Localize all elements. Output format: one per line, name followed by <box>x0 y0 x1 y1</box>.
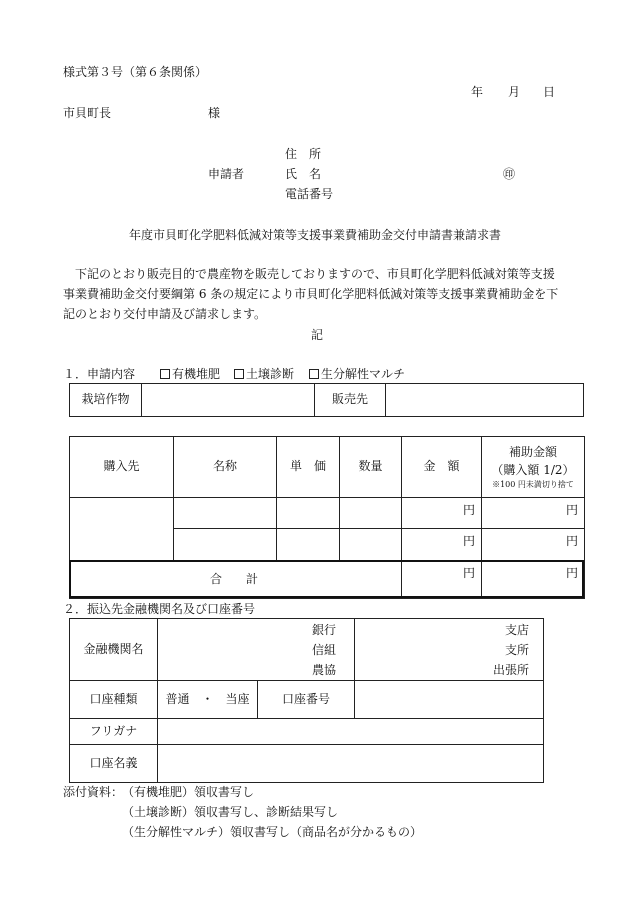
body-line-3: 記のとおり交付申請及び請求します。 <box>63 307 267 321</box>
date-month-label: 月 <box>508 85 521 99</box>
unit-price-cell[interactable] <box>277 498 340 529</box>
bank-row <box>70 619 544 681</box>
branch-type-branch: 支店 <box>505 622 530 637</box>
furigana-input[interactable] <box>158 719 544 745</box>
phone-label: 電話番号 <box>285 187 334 201</box>
option-soil-diagnosis[interactable] <box>234 368 294 380</box>
branch-cell[interactable] <box>355 619 544 681</box>
total-amount-cell[interactable]: 円 <box>402 561 482 599</box>
subsidy-cell[interactable]: 円 <box>482 529 585 561</box>
option-organic-compost[interactable] <box>160 368 220 380</box>
bank-type-bank: 銀行 <box>312 622 337 637</box>
sales-label: 販売先 <box>315 384 386 417</box>
date-day-label: 日 <box>543 85 556 99</box>
form-number: 様式第３号（第６条関係） <box>63 65 208 79</box>
document-title: 年度市貝町化学肥料低減対策等支援事業費補助金交付申請書兼請求書 <box>128 228 501 242</box>
header-quantity: 数量 <box>340 437 402 498</box>
branch-type-sub-branch: 支所 <box>505 642 530 657</box>
attachment-item: （生分解性マルチ）領収書写し（商品名が分かるもの） <box>122 825 423 839</box>
account-type-row <box>70 681 544 719</box>
address-label: 住 所 <box>285 147 322 161</box>
account-type-value[interactable]: 普通 ・ 当座 <box>158 681 258 719</box>
furigana-row <box>70 719 544 745</box>
ki-label: 記 <box>311 328 324 342</box>
account-type-label: 口座種類 <box>70 681 158 719</box>
option-label: 有機堆肥 <box>172 367 221 381</box>
body-line-1: 下記のとおり販売目的で農産物を販売しておりますので、市貝町化学肥料低減対策等支援 <box>75 267 555 281</box>
quantity-cell[interactable] <box>340 529 402 561</box>
vendor-cell[interactable] <box>70 498 174 561</box>
name-label: 氏 名 <box>285 167 322 181</box>
total-subsidy-cell[interactable]: 円 <box>482 561 585 599</box>
account-name-row <box>70 745 544 783</box>
sales-input[interactable] <box>386 384 584 417</box>
total-row <box>70 561 585 599</box>
quantity-cell[interactable] <box>340 498 402 529</box>
branch-type-agency: 出張所 <box>493 662 530 677</box>
bank-table <box>69 618 544 783</box>
header-unit-price: 単 価 <box>277 437 340 498</box>
attachment-item: （土壌診断）領収書写し、診断結果写し <box>122 805 339 819</box>
honorific: 様 <box>208 106 221 120</box>
bank-label: 金融機関名 <box>70 619 158 681</box>
header-subsidy <box>482 437 585 498</box>
crop-table <box>69 383 584 417</box>
section1-label: １．申請内容 <box>63 367 136 381</box>
subsidy-ratio: （購入額 1/2） <box>491 463 575 477</box>
recipient-name: 市貝町長 <box>63 106 112 120</box>
seal-mark: ㊞ <box>503 167 516 181</box>
attachments-label: 添付資料： <box>63 785 124 799</box>
crop-label: 栽培作物 <box>70 384 142 417</box>
applicant-label: 申請者 <box>208 167 245 181</box>
subsidy-cell[interactable]: 円 <box>482 498 585 529</box>
item-name-cell[interactable] <box>174 529 277 561</box>
purchase-table <box>69 436 585 599</box>
attachment-item: （有機堆肥）領収書写し <box>122 785 255 799</box>
total-label: 合 計 <box>70 561 402 599</box>
table-row <box>70 498 585 529</box>
unit-price-cell[interactable] <box>277 529 340 561</box>
bank-type-credit-union: 信組 <box>312 642 337 657</box>
body-line-2: 事業費補助金交付要綱第 6 条の規定により市貝町化学肥料低減対策等支援事業費補助金を下 <box>63 287 559 301</box>
bank-type-agricultural-coop: 農協 <box>312 662 337 677</box>
crop-input[interactable] <box>142 384 315 417</box>
account-number-input[interactable] <box>355 681 544 719</box>
amount-cell[interactable]: 円 <box>402 498 482 529</box>
header-item-name: 名称 <box>174 437 277 498</box>
header-amount: 金 額 <box>402 437 482 498</box>
bank-name-cell[interactable] <box>158 619 355 681</box>
furigana-label: フリガナ <box>70 719 158 745</box>
checkbox-icon[interactable] <box>234 369 244 379</box>
purchase-header-row <box>70 437 585 498</box>
section2-label: ２．振込先金融機関名及び口座番号 <box>63 602 256 616</box>
item-name-cell[interactable] <box>174 498 277 529</box>
account-number-label: 口座番号 <box>258 681 355 719</box>
option-label: 生分解性マルチ <box>321 367 406 381</box>
checkbox-icon[interactable] <box>160 369 170 379</box>
subsidy-title: 補助金額 <box>508 445 557 459</box>
header-vendor: 購入先 <box>70 437 174 498</box>
account-name-label: 口座名義 <box>70 745 158 783</box>
option-biodegradable-mulch[interactable] <box>309 368 405 380</box>
checkbox-icon[interactable] <box>309 369 319 379</box>
account-name-input[interactable] <box>158 745 544 783</box>
amount-cell[interactable]: 円 <box>402 529 482 561</box>
option-label: 土壌診断 <box>246 367 295 381</box>
date-year-label: 年 <box>471 85 484 99</box>
subsidy-note: ※100 円未満切り捨て <box>492 480 574 489</box>
